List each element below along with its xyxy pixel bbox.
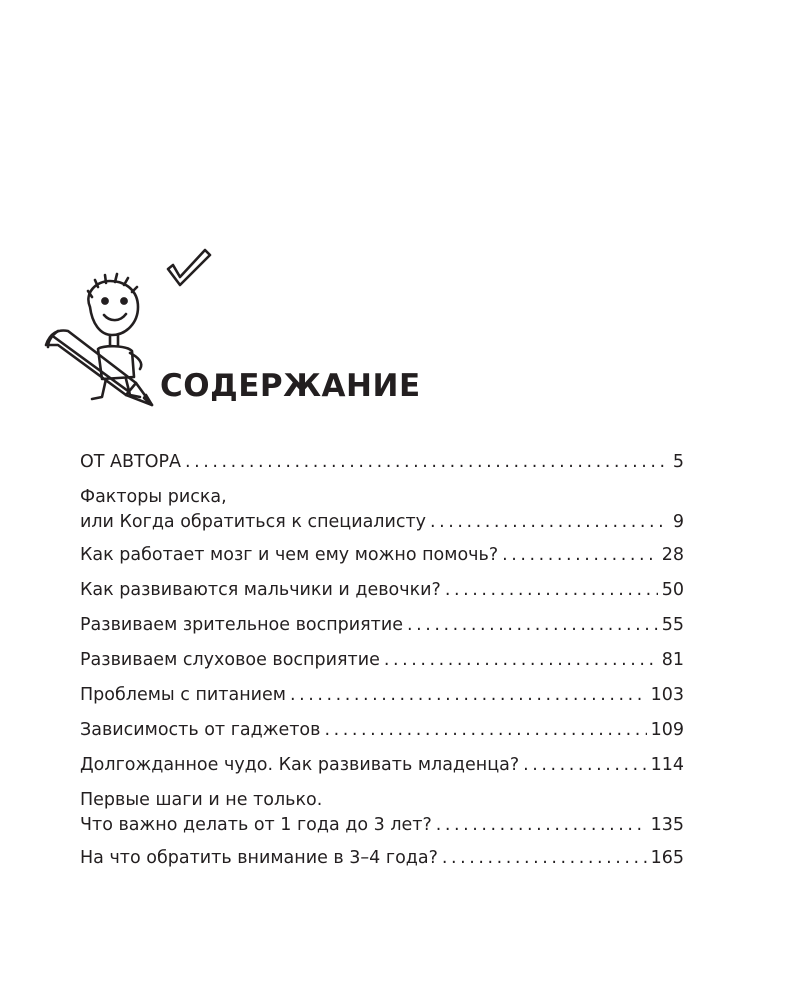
toc-entry-title: или Когда обратиться к специалисту bbox=[80, 512, 427, 532]
toc-entry-title: Долгожданное чудо. Как развивать младенца? bbox=[80, 755, 520, 775]
toc-entry-title: Развиваем зрительное восприятие bbox=[80, 615, 403, 635]
toc-entry[interactable] bbox=[80, 846, 684, 871]
toc-leader-dots bbox=[445, 578, 658, 603]
toc-leader-dots bbox=[185, 450, 669, 475]
toc-page-number: 103 bbox=[650, 685, 684, 705]
toc-leader-dots bbox=[502, 543, 658, 568]
toc-entry-title: Развиваем слуховое восприятие bbox=[80, 650, 380, 670]
toc-entry-title-line: Факторы риска, bbox=[80, 487, 227, 507]
toc-leader-dots bbox=[324, 718, 646, 743]
table-of-contents bbox=[80, 450, 684, 881]
toc-entry-title: Что важно делать от 1 года до 3 лет? bbox=[80, 815, 432, 835]
toc-entry[interactable] bbox=[80, 613, 684, 638]
toc-page-number: 9 bbox=[672, 512, 684, 532]
toc-page-number: 135 bbox=[650, 815, 684, 835]
toc-leader-dots bbox=[384, 648, 658, 673]
toc-page-number: 55 bbox=[661, 615, 684, 635]
toc-entry-title-line: Первые шаги и не только. bbox=[80, 790, 323, 810]
toc-page-number: 5 bbox=[672, 452, 684, 472]
toc-entry-title: Как развиваются мальчики и девочки? bbox=[80, 580, 441, 600]
toc-leader-dots bbox=[290, 683, 647, 708]
toc-page-number: 28 bbox=[661, 545, 684, 565]
toc-page-number: 109 bbox=[650, 720, 684, 740]
toc-entry[interactable] bbox=[80, 788, 684, 838]
toc-leader-dots bbox=[523, 753, 646, 778]
toc-entry[interactable] bbox=[80, 718, 684, 743]
toc-entry-title: ОТ АВТОРА bbox=[80, 452, 181, 472]
page-title: СОДЕРЖАНИЕ bbox=[160, 368, 421, 404]
toc-entry-title: Зависимость от гаджетов bbox=[80, 720, 321, 740]
toc-page-number: 81 bbox=[661, 650, 684, 670]
toc-entry[interactable] bbox=[80, 543, 684, 568]
toc-entry[interactable] bbox=[80, 753, 684, 778]
toc-leader-dots bbox=[407, 613, 658, 638]
toc-leader-dots bbox=[430, 510, 669, 535]
toc-entry-title: Проблемы с питанием bbox=[80, 685, 287, 705]
toc-entry[interactable] bbox=[80, 648, 684, 673]
toc-page-number: 50 bbox=[661, 580, 684, 600]
toc-page-number: 114 bbox=[650, 755, 684, 775]
toc-entry-title: Как работает мозг и чем ему можно помочь? bbox=[80, 545, 499, 565]
toc-entry[interactable] bbox=[80, 485, 684, 535]
toc-entry[interactable] bbox=[80, 450, 684, 475]
toc-page-number: 165 bbox=[650, 848, 684, 868]
toc-entry-title: На что обратить внимание в 3–4 года? bbox=[80, 848, 438, 868]
toc-entry[interactable] bbox=[80, 578, 684, 603]
toc-leader-dots bbox=[442, 846, 647, 871]
toc-leader-dots bbox=[436, 813, 647, 838]
toc-entry[interactable] bbox=[80, 683, 684, 708]
